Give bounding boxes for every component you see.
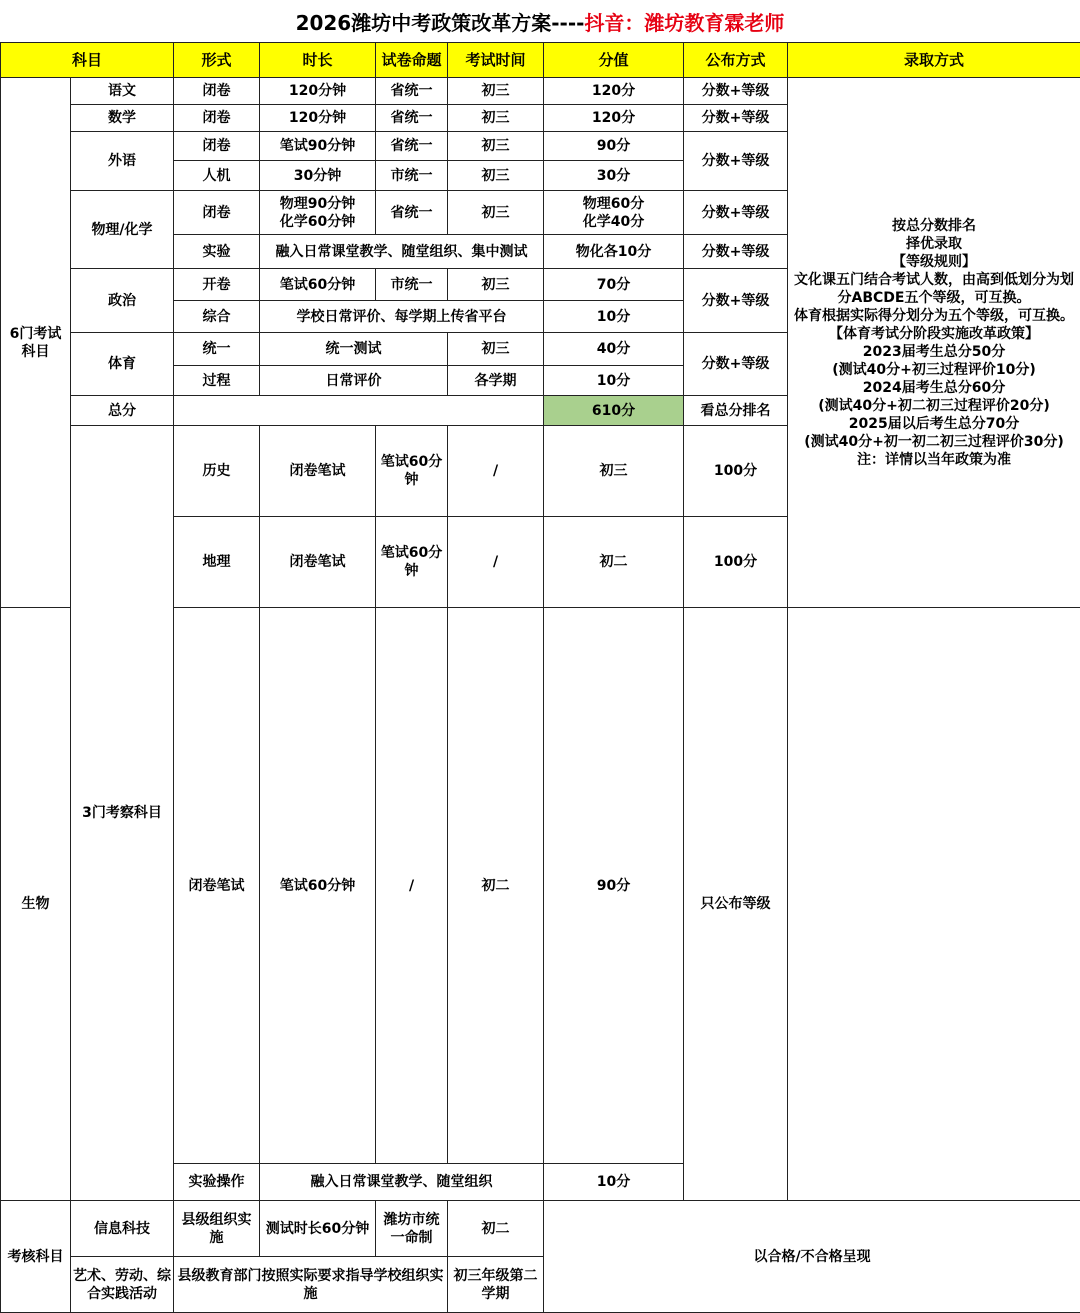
cell-duration: 120分钟 xyxy=(260,105,376,132)
policy-table xyxy=(0,42,1080,1313)
admission-line: 2024届考生总分60分 xyxy=(790,379,1078,397)
cell-proposer: 省统一 xyxy=(376,78,448,105)
cell-duration: 笔试60分钟 xyxy=(376,426,448,517)
cell-form: 统一 xyxy=(174,333,260,366)
group1-admission xyxy=(788,78,1080,608)
cell-form: 开卷 xyxy=(174,269,260,301)
cell-proposer: / xyxy=(448,517,544,608)
cell-form: 过程 xyxy=(174,366,260,396)
header-time: 考试时间 xyxy=(448,43,544,78)
subject-arts: 艺术、劳动、综合实践活动 xyxy=(71,1257,174,1313)
cell-form: 实验操作 xyxy=(174,1164,260,1201)
cell-form: 人机 xyxy=(174,161,260,191)
cell-publish: 分数+等级 xyxy=(684,105,788,132)
cell-desc: 融入日常课堂教学、随堂组织 xyxy=(260,1164,544,1201)
group2-label: 3门考察科目 xyxy=(71,426,174,1201)
cell-time: 初三 xyxy=(544,426,684,517)
cell-time: 初三 xyxy=(448,105,544,132)
cell-proposer: / xyxy=(448,426,544,517)
subject-geography: 地理 xyxy=(174,517,260,608)
admission-line: 2023届考生总分50分 xyxy=(790,343,1078,361)
cell-time: 初二 xyxy=(544,517,684,608)
cell-proposer: 省统一 xyxy=(376,191,448,235)
cell-proposer: 省统一 xyxy=(376,132,448,161)
cell-proposer: / xyxy=(376,608,448,1164)
admission-line: 注：详情以当年政策为准 xyxy=(790,451,1078,469)
page-title xyxy=(0,0,1080,42)
admission-line: 择优录取 xyxy=(790,235,1078,253)
cell-score: 10分 xyxy=(544,1164,684,1201)
cell-time: 初二 xyxy=(448,1201,544,1257)
cell-form: 闭卷 xyxy=(174,78,260,105)
cell-proposer: 省统一 xyxy=(376,105,448,132)
subject-it: 信息科技 xyxy=(71,1201,174,1257)
cell-score xyxy=(544,191,684,235)
cell-duration: 笔试60分钟 xyxy=(260,608,376,1164)
cell-time: 初三 xyxy=(448,161,544,191)
cell-form: 闭卷笔试 xyxy=(174,608,260,1164)
cell-score: 100分 xyxy=(684,517,788,608)
cell-form: 闭卷 xyxy=(174,132,260,161)
cell-score: 100分 xyxy=(684,426,788,517)
cell-proposer: 潍坊市统一命制 xyxy=(376,1201,448,1257)
cell-publish: 分数+等级 xyxy=(684,269,788,333)
cell-proposer: 市统一 xyxy=(376,161,448,191)
cell-score: 10分 xyxy=(544,366,684,396)
cell-desc: 统一测试 xyxy=(260,333,448,366)
score-physics: 物理60分 xyxy=(546,195,681,213)
cell-proposer: 市统一 xyxy=(376,269,448,301)
admission-line: 文化课五门结合考试人数，由高到低划分为划分ABCDE五个等级，可互换。 xyxy=(790,271,1078,307)
duration-chemistry: 化学60分钟 xyxy=(262,213,373,231)
cell-form: 闭卷 xyxy=(174,191,260,235)
cell-score: 10分 xyxy=(544,301,684,333)
cell-form: 县级组织实施 xyxy=(174,1201,260,1257)
cell-score: 物化各10分 xyxy=(544,235,684,269)
total-empty xyxy=(174,396,544,426)
subject-physchem: 物理/化学 xyxy=(71,191,174,269)
cell-time: 初三年级第二学期 xyxy=(448,1257,544,1313)
cell-form: 闭卷笔试 xyxy=(260,517,376,608)
cell-publish: 分数+等级 xyxy=(684,333,788,396)
cell-score: 90分 xyxy=(544,132,684,161)
header-form: 形式 xyxy=(174,43,260,78)
admission-line: 按总分数排名 xyxy=(790,217,1078,235)
cell-duration: 笔试60分钟 xyxy=(376,517,448,608)
cell-form: 综合 xyxy=(174,301,260,333)
cell-duration: 笔试90分钟 xyxy=(260,132,376,161)
cell-duration: 30分钟 xyxy=(260,161,376,191)
header-admission: 录取方式 xyxy=(788,43,1080,78)
header-row xyxy=(1,43,1080,78)
subject-history: 历史 xyxy=(174,426,260,517)
cell-score: 40分 xyxy=(544,333,684,366)
cell-score: 120分 xyxy=(544,105,684,132)
table-row xyxy=(1,1201,1080,1257)
cell-publish: 只公布等级 xyxy=(684,608,788,1201)
cell-publish: 分数+等级 xyxy=(684,132,788,191)
total-score: 610分 xyxy=(544,396,684,426)
cell-duration: 笔试60分钟 xyxy=(260,269,376,301)
cell-score: 70分 xyxy=(544,269,684,301)
subject-pe: 体育 xyxy=(71,333,174,396)
cell-time: 初三 xyxy=(448,333,544,366)
cell-duration: 120分钟 xyxy=(260,78,376,105)
cell-time: 初二 xyxy=(448,608,544,1164)
cell-time: 各学期 xyxy=(448,366,544,396)
cell-desc: 融入日常课堂教学、随堂组织、集中测试 xyxy=(260,235,544,269)
cell-form: 实验 xyxy=(174,235,260,269)
admission-line: (测试40分+初一初二初三过程评价30分) xyxy=(790,433,1078,451)
cell-score: 30分 xyxy=(544,161,684,191)
group3-label: 考核科目 xyxy=(1,1201,71,1313)
admission-line: (测试40分+初二初三过程评价20分) xyxy=(790,397,1078,415)
cell-publish: 分数+等级 xyxy=(684,78,788,105)
admission-line: 【体育考试分阶段实施改革政策】 xyxy=(790,325,1078,343)
cell-time: 初三 xyxy=(448,132,544,161)
header-subject: 科目 xyxy=(1,43,174,78)
cell-score: 120分 xyxy=(544,78,684,105)
admission-line: 【等级规则】 xyxy=(790,253,1078,271)
cell-score: 90分 xyxy=(544,608,684,1164)
duration-physics: 物理90分钟 xyxy=(262,195,373,213)
cell-form: 闭卷 xyxy=(174,105,260,132)
subject-biology: 生物 xyxy=(1,608,71,1201)
title-main: 2026潍坊中考政策改革方案---- xyxy=(296,7,585,36)
subject-math: 数学 xyxy=(71,105,174,132)
cell-publish: 分数+等级 xyxy=(684,235,788,269)
cell-duration: 测试时长60分钟 xyxy=(260,1201,376,1257)
total-publish: 看总分排名 xyxy=(684,396,788,426)
cell-form: 闭卷笔试 xyxy=(260,426,376,517)
header-publish: 公布方式 xyxy=(684,43,788,78)
assessment-result: 以合格/不合格呈现 xyxy=(544,1201,1080,1313)
cell-desc: 日常评价 xyxy=(260,366,448,396)
cell-time: 初三 xyxy=(448,269,544,301)
header-score: 分值 xyxy=(544,43,684,78)
score-chemistry: 化学40分 xyxy=(546,213,681,231)
group1-label: 6门考试科目 xyxy=(1,78,71,608)
header-proposer: 试卷命题 xyxy=(376,43,448,78)
cell-time: 初三 xyxy=(448,191,544,235)
subject-chinese: 语文 xyxy=(71,78,174,105)
admission-line: 2025届以后考生总分70分 xyxy=(790,415,1078,433)
admission-line: 体育根据实际得分划分为五个等级，可互换。 xyxy=(790,307,1078,325)
subject-politics: 政治 xyxy=(71,269,174,333)
admission-line: (测试40分+初三过程评价10分) xyxy=(790,361,1078,379)
cell-publish: 分数+等级 xyxy=(684,191,788,235)
subject-foreign: 外语 xyxy=(71,132,174,191)
cell-desc: 县级教育部门按照实际要求指导学校组织实施 xyxy=(174,1257,448,1313)
cell-duration xyxy=(260,191,376,235)
cell-time: 初三 xyxy=(448,78,544,105)
cell-desc: 学校日常评价、每学期上传省平台 xyxy=(260,301,544,333)
title-accent: 抖音：潍坊教育霖老师 xyxy=(584,7,784,36)
header-duration: 时长 xyxy=(260,43,376,78)
table-row xyxy=(1,78,1080,105)
total-label: 总分 xyxy=(71,396,174,426)
